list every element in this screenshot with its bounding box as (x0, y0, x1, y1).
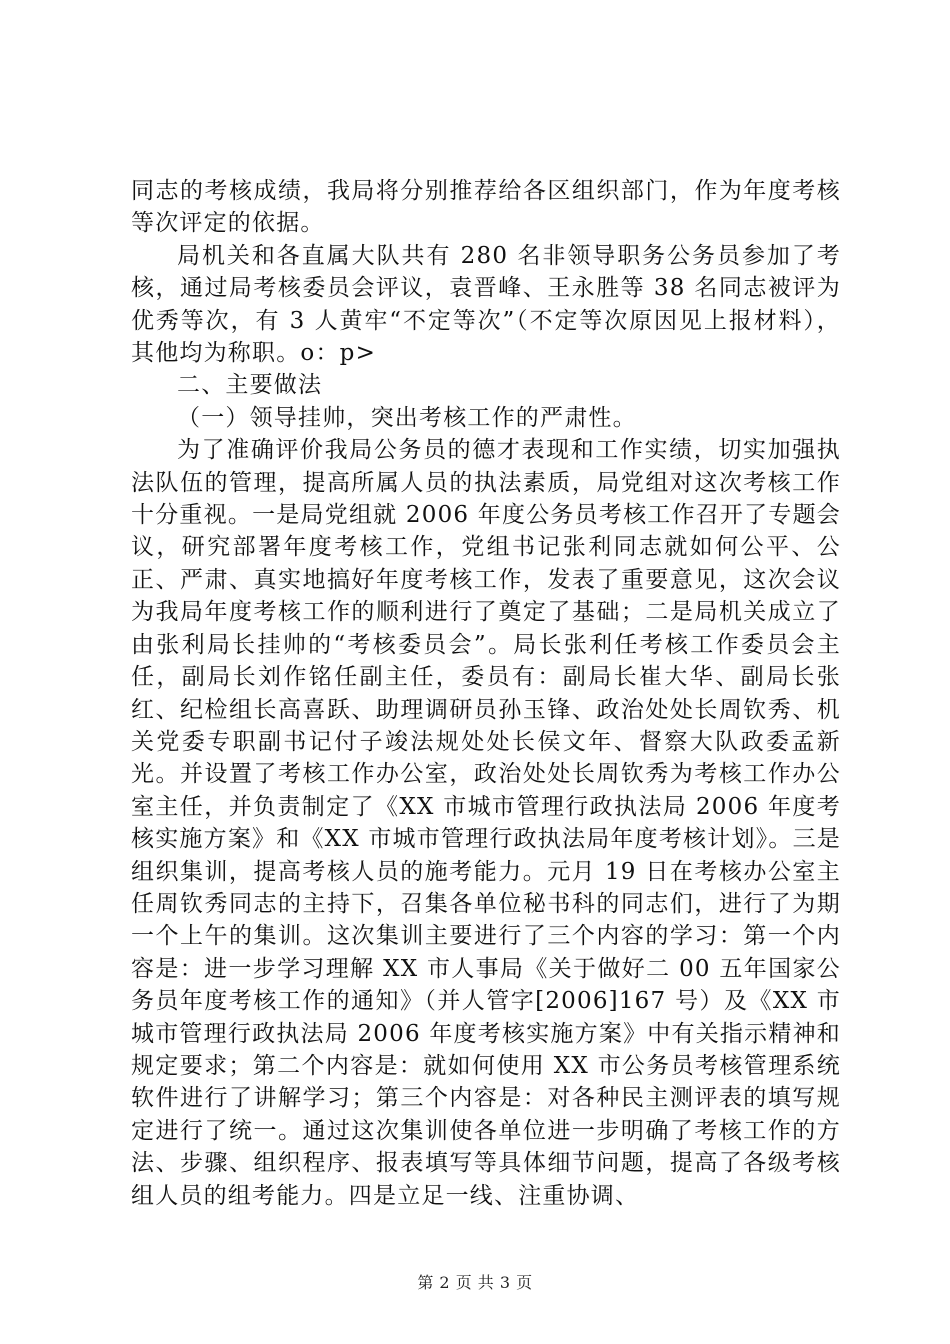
paragraph-leadership-details: 为了准确评价我局公务员的德才表现和工作实绩，切实加强执法队伍的管理，提高所属人员的执法素质，局党组对这次考核工作十分重视。一是局党组就 2006 年度公务员考核工作召开了专题会议，研究部署年度考核工作，党组书记张利同志就如何公平、公正、严肃、真实地搞好年度考核工作，发表了重要意见，这次会议为我局年度考核工作的顺利进行了奠定了基础；二是局机关成立了由张利局长挂帅的“考核委员会”。局长张利任考核工作委员会主任，副局长刘作铭任副主任，委员有：副局长崔大华、副局长张红、纪检组长高喜跃、助理调研员孙玉锋、政治处处长周钦秀、机关党委专职副书记付子竣法规处处长侯文年、督察大队政委孟新光。并设置了考核工作办公室，政治处处长周钦秀为考核工作办公室主任，并负责制定了《XX 市城市管理行政执法局 2006 年度考核实施方案》和《XX 市城市管理行政执法局年度考核计划》。三是组织集训，提高考核人员的施考能力。元月 19 日在考核办公室主任周钦秀同志的主持下，召集各单位秘书科的同志们，进行了为期一个上午的集训。这次集训主要进行了三个内容的学习：第一个内容是：进一步学习理解 XX 市人事局《关于做好二 00 五年国家公务员年度考核工作的通知》（并人管字[2006]167 号）及《XX 市城市管理行政执法局 2006 年度考核实施方案》中有关指示精神和规定要求；第二个内容是：就如何使用 XX 市公务员考核管理系统软件进行了讲解学习；第三个内容是：对各种民主测评表的填写规定进行了统一。通过这次集训使各单位进一步明确了考核工作的方法、步骤、组织程序、报表填写等具体细节问题，提高了各级考核组人员的组考能力。四是立足一线、注重协调、 (131, 437, 841, 1209)
paragraph-assessment-result: 局机关和各直属大队共有 280 名非领导职务公务员参加了考核，通过局考核委员会评议，袁晋峰、王永胜等 38 名同志被评为优秀等次，有 3 人黄牢“不定等次”（不定等次原因见上报材料），其他均为称职。o：p> (131, 242, 841, 367)
page-number-footer: 第 2 页 共 3 页 (417, 1273, 533, 1292)
document-body (131, 175, 841, 1212)
subsection-heading-leadership: （一）领导挂帅，突出考核工作的严肃性。 (177, 404, 637, 431)
paragraph-continuation: 同志的考核成绩，我局将分别推荐给各区组织部门，作为年度考核等次评定的依据。 (131, 178, 841, 237)
section-heading-main-practices: 二、主要做法 (177, 372, 323, 399)
